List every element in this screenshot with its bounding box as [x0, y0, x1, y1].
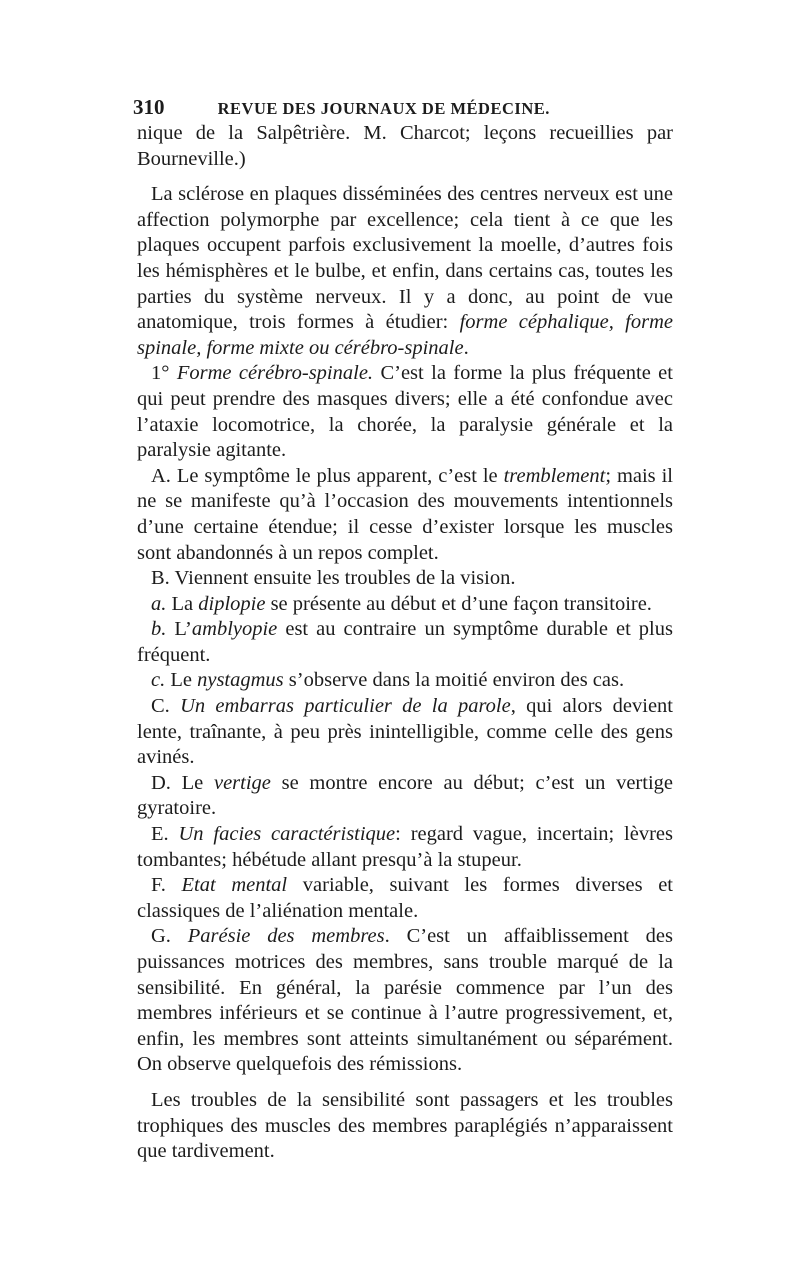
text-run: La sclérose en plaques disséminées des centres nerveux est une affection polymorphe par excellence; cela tient à ce que les plaques occupent parfois exclusivement la moelle, d’autres fois les hémisphères et le bulbe, et enfin, dans certains cas, toutes les parties du système nerveux. Il y a donc, au point de vue anatomique, trois formes à étudier: [137, 183, 673, 334]
italic-run: Forme cérébro-spinale. [176, 362, 374, 385]
text-run: est au contraire un symptôme durable et plus fréquent. [137, 618, 673, 666]
text-run: Les troubles de la sensibilité sont passagers et les troubles trophiques des muscles des membres paraplégiés n’apparaissent que tardivement. [137, 1088, 673, 1163]
paragraph [137, 771, 673, 822]
paragraph [137, 924, 673, 1078]
paragraph [137, 668, 673, 694]
text-run: : regard vague, incertain; lèvres tombantes; hébétude allant presqu’à la stupeur. [137, 823, 674, 871]
text-run: nique de la Salpêtrière. M. Charcot; leçons recueillies par Bourneville.) [137, 122, 673, 170]
article-body [137, 121, 673, 1165]
paragraph [137, 121, 673, 172]
italic-run: Un facies caractéristique [178, 823, 396, 846]
italic-run: Etat mental [181, 874, 288, 897]
text-run: E. [151, 823, 179, 846]
running-header [133, 95, 673, 121]
text-run: B. Viennent ensuite les troubles de la vision. [151, 567, 516, 590]
text-run: L’ [166, 618, 192, 641]
paragraph [137, 873, 673, 924]
text-run: se présente au début et d’une façon transitoire. [265, 592, 652, 615]
italic-run: forme céphalique, forme spinale, forme mixte ou cérébro-spinale [137, 311, 674, 359]
text-run: G. [151, 925, 188, 948]
italic-run: Un embarras particulier de la parole [180, 695, 511, 718]
paragraph [137, 592, 673, 618]
italic-run: diplopie [198, 592, 266, 615]
page-number: 310 [133, 95, 165, 119]
italic-run: a. [151, 592, 167, 615]
paragraph [137, 361, 673, 463]
paragraph [137, 694, 673, 771]
paragraph [137, 617, 673, 668]
italic-run: b. [151, 618, 167, 641]
paragraph [137, 1088, 673, 1165]
page-content [133, 95, 674, 1165]
text-run: A. Le symptôme le plus apparent, c’est le [151, 464, 504, 487]
italic-run: vertige [213, 771, 271, 794]
text-run: C’est la forme la plus fréquente et qui peut prendre des masques divers; elle a été confondue avec l’ataxie locomotrice, la chorée, la paralysie générale et la paralysie agitante. [137, 362, 673, 462]
paragraph [137, 822, 673, 873]
text-run: , qui alors devient lente, traînante, à peu près inintelligible, comme celle des gens avinés. [137, 695, 673, 769]
paragraph [137, 566, 673, 592]
italic-run: c. [151, 669, 166, 692]
text-run: C. [151, 695, 181, 718]
text-run: ; mais il ne se manifeste qu’à l’occasion des mouvements intentionnels d’une certaine étendue; il cesse d’exister lorsque les muscles sont abandonnés à un repos complet. [137, 464, 673, 564]
text-run: variable, suivant les formes diverses et classiques de l’aliénation mentale. [137, 874, 673, 922]
running-title: REVUE DES JOURNAUX DE MÉDECINE. [217, 99, 550, 118]
text-run: s’observe dans la moitié environ des cas. [283, 669, 625, 692]
paragraph [137, 182, 673, 361]
text-run: se montre encore au début; c’est un vertige gyratoire. [137, 771, 673, 820]
italic-run: nystagmus [197, 669, 284, 692]
italic-run: Parésie des membres [187, 925, 385, 948]
text-run: Le [165, 669, 198, 692]
text-run: F. [151, 874, 182, 897]
italic-run: tremblement [503, 464, 606, 487]
text-run: . C’est un affaiblissement des puissances motrices des membres, sans trouble marqué de la sensibilité. En général, la parésie commence par l’un des membres inférieurs et se continue à l’autre progressivement, et, enfin, les membres sont atteints simultanément ou séparément. On observe quelquefois des rémissions. [137, 925, 674, 1076]
paragraph [137, 464, 673, 566]
text-run: D. Le [151, 771, 214, 794]
text-run: . [463, 336, 469, 359]
text-run: La [166, 592, 199, 615]
text-run: 1° [151, 362, 177, 385]
italic-run: amblyopie [191, 618, 278, 641]
